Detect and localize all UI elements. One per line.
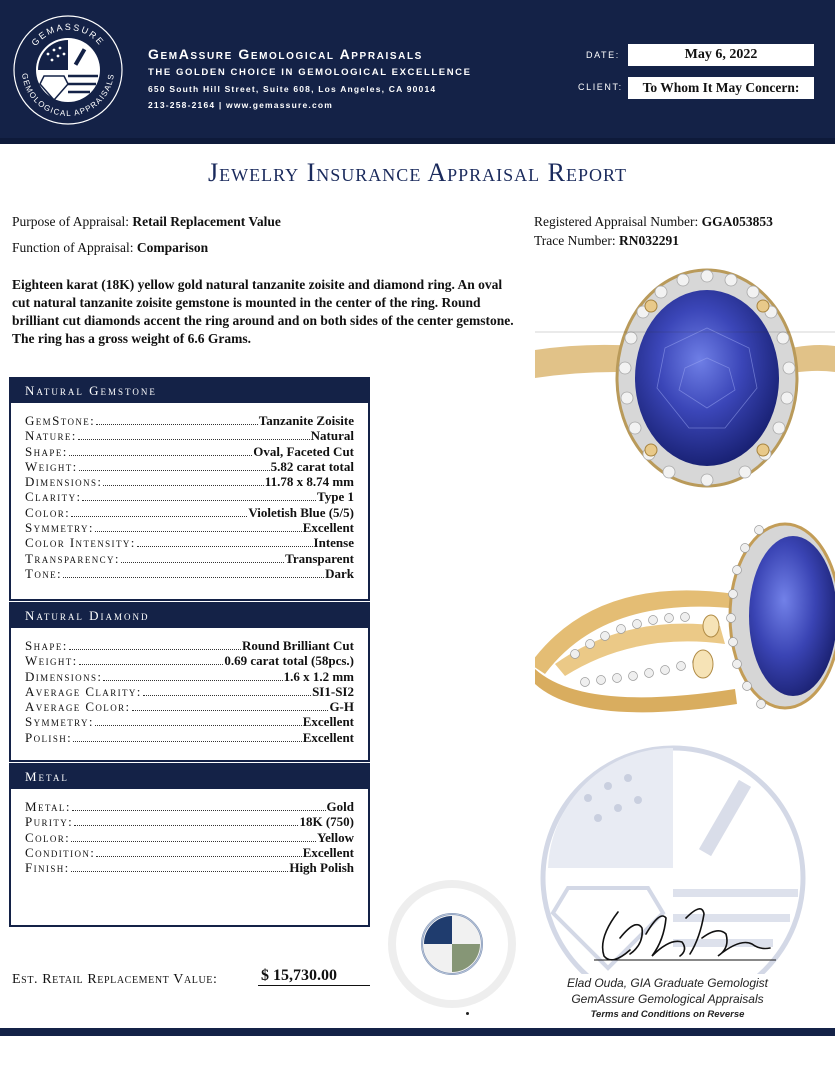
spec-label: Finish: [25, 860, 70, 876]
gemstone-panel [9, 377, 370, 601]
spec-value: 18K (750) [299, 814, 354, 830]
spec-row [25, 413, 354, 428]
spec-label: Weight: [25, 458, 78, 474]
ring-side-view-photo [535, 514, 835, 728]
dot-leader [103, 485, 263, 486]
spec-row [25, 551, 354, 566]
spec-label: Dimensions: [25, 668, 103, 684]
spec-label: Condition: [25, 844, 96, 860]
dot-leader [95, 531, 302, 532]
trace-label: Trace Number: [534, 233, 616, 248]
signer-company: GemAssure Gemological Appraisals [571, 992, 764, 1006]
gemassure-seal-logo [12, 14, 124, 126]
spec-label: Color Intensity: [25, 535, 136, 551]
valuation-value: $ 15,730.00 [258, 967, 370, 986]
purpose-value: Retail Replacement Value [132, 214, 281, 229]
dot-leader [137, 546, 313, 547]
spec-row [25, 830, 354, 845]
spec-value: 0.69 carat total (58pcs.) [224, 653, 354, 669]
spec-value: Transparent [285, 550, 354, 566]
spec-row [25, 730, 354, 745]
spec-row [25, 669, 354, 684]
spec-label: GemStone: [25, 413, 96, 428]
spec-label: Purity: [25, 814, 74, 830]
header-band [0, 0, 835, 138]
spec-row [25, 474, 354, 489]
dot-leader [71, 841, 316, 842]
spec-row [25, 860, 354, 875]
dot-leader [79, 664, 224, 665]
spec-row [25, 653, 354, 668]
dot-leader [95, 725, 302, 726]
trace-value: RN032291 [618, 233, 679, 248]
registration-line [534, 214, 773, 230]
spec-value: Oval, Faceted Cut [253, 443, 354, 459]
spec-label: Symmetry: [25, 714, 94, 730]
spec-value: SI1-SI2 [312, 683, 354, 699]
metal-panel [9, 763, 370, 927]
mark-dot [466, 1012, 469, 1015]
dot-leader [71, 516, 247, 517]
metal-heading: Metal [11, 765, 368, 789]
diamond-panel [9, 602, 370, 762]
dot-leader [72, 810, 326, 811]
spec-value: Gold [326, 799, 354, 814]
dot-leader [121, 562, 284, 563]
spec-label: Average Clarity: [25, 683, 142, 699]
dot-leader [73, 741, 302, 742]
dot-leader [82, 500, 316, 501]
function-line [12, 240, 208, 256]
spec-label: Transparency: [25, 550, 120, 566]
trace-line [534, 233, 679, 249]
spec-label: Shape: [25, 638, 68, 653]
spec-value: Excellent [302, 844, 354, 860]
spec-value: Type 1 [317, 489, 354, 505]
diamond-heading: Natural Diamond [11, 604, 368, 628]
company-tagline: THE GOLDEN CHOICE IN GEMOLOGICAL EXCELLENCE [148, 67, 472, 78]
dot-leader [103, 680, 282, 681]
valuation-label: Est. Retail Replacement Value: [12, 972, 218, 987]
dot-leader [63, 577, 324, 578]
spec-value: Violetish Blue (5/5) [248, 504, 354, 520]
metal-rows [11, 789, 368, 885]
spec-row [25, 520, 354, 535]
signature-image [590, 898, 780, 970]
spec-value: Yellow [317, 829, 354, 845]
spec-row [25, 459, 354, 474]
spec-label: Polish: [25, 729, 73, 745]
spec-row [25, 699, 354, 714]
spec-value: Natural [310, 428, 354, 444]
spec-value: High Polish [289, 860, 354, 876]
date-label: DATE: [586, 50, 620, 60]
spec-value: 5.82 carat total [270, 458, 354, 474]
company-contact: 213-258-2164 | www.gemassure.com [148, 100, 334, 110]
spec-row [25, 489, 354, 504]
spec-label: Tone: [25, 565, 63, 581]
spec-label: Weight: [25, 653, 78, 669]
registration-label: Registered Appraisal Number: [534, 214, 699, 229]
diamond-rows [11, 628, 368, 755]
dot-leader [96, 856, 301, 857]
dot-leader [96, 424, 258, 425]
dot-leader [69, 649, 241, 650]
spec-row [25, 535, 354, 550]
spec-label: Shape: [25, 443, 68, 459]
spec-label: Average Color: [25, 699, 131, 715]
spec-label: Nature: [25, 428, 77, 444]
spec-row [25, 714, 354, 729]
spec-value: G-H [329, 699, 354, 715]
spec-row [25, 638, 354, 653]
company-address: 650 South Hill Street, Suite 608, Los Angeles, CA 90014 [148, 84, 437, 94]
ring-top-view-photo [535, 268, 835, 496]
client-label: CLIENT: [578, 82, 623, 92]
purpose-label: Purpose of Appraisal: [12, 214, 129, 229]
spec-value: Round Brilliant Cut [242, 638, 354, 653]
purpose-line [12, 214, 281, 230]
dot-leader [79, 470, 270, 471]
function-label: Function of Appraisal: [12, 240, 134, 255]
footer-band [0, 1028, 835, 1036]
spec-value: Excellent [302, 714, 354, 730]
dot-leader [74, 825, 298, 826]
spec-value: Dark [325, 565, 354, 581]
spec-row [25, 444, 354, 459]
spec-label: Metal: [25, 799, 71, 814]
dot-leader [78, 439, 310, 440]
company-block [148, 46, 472, 110]
dot-leader [143, 695, 311, 696]
dot-leader [71, 871, 289, 872]
spec-row [25, 505, 354, 520]
signature-block [540, 975, 795, 1023]
dot-leader [69, 455, 253, 456]
spec-value: Excellent [302, 520, 354, 536]
seal-top-text: GEMASSURE [29, 21, 107, 48]
spec-value: Tanzanite Zoisite [258, 413, 354, 428]
dot-leader [132, 710, 329, 711]
spec-value: 1.6 x 1.2 mm [283, 668, 354, 684]
spec-label: Clarity: [25, 489, 82, 505]
gemstone-rows [11, 403, 368, 591]
spec-label: Symmetry: [25, 520, 94, 536]
spec-label: Color: [25, 829, 71, 845]
spec-label: Color: [25, 504, 71, 520]
spec-row [25, 845, 354, 860]
gemstone-heading: Natural Gemstone [11, 379, 368, 403]
signer-name: Elad Ouda, GIA Graduate Gemologist [567, 976, 768, 990]
client-field: To Whom It May Concern: [628, 77, 814, 99]
spec-row [25, 566, 354, 581]
seal-bottom-text: GEMOLOGICAL APPRAISALS [20, 72, 116, 119]
spec-value: 11.78 x 8.74 mm [264, 474, 354, 490]
terms-link[interactable]: Terms and Conditions on Reverse [590, 1009, 745, 1020]
spec-row [25, 684, 354, 699]
company-name: GemAssure Gemological Appraisals [148, 46, 423, 62]
item-description: Eighteen karat (18K) yellow gold natural tanzanite zoisite and diamond ring. An oval cut natural tanzanite zoisite gemstone is mounted in the center of the ring. Round brilliant cut diamonds accent the ring around and on both sides of the center gemstone. The ring has a gross weight of 6.6 Grams. [12, 277, 514, 346]
header-divider [0, 138, 835, 144]
function-value: Comparison [136, 240, 209, 255]
spec-label: Dimensions: [25, 474, 103, 490]
spec-value: Excellent [302, 729, 354, 745]
registration-value: GGA053853 [701, 214, 773, 229]
hologram-seal [388, 880, 516, 1008]
spec-row [25, 428, 354, 443]
date-field: May 6, 2022 [628, 44, 814, 66]
spec-row [25, 814, 354, 829]
spec-row [25, 799, 354, 814]
report-title: Jewelry Insurance Appraisal Report [208, 158, 627, 187]
spec-value: Intense [313, 535, 354, 551]
